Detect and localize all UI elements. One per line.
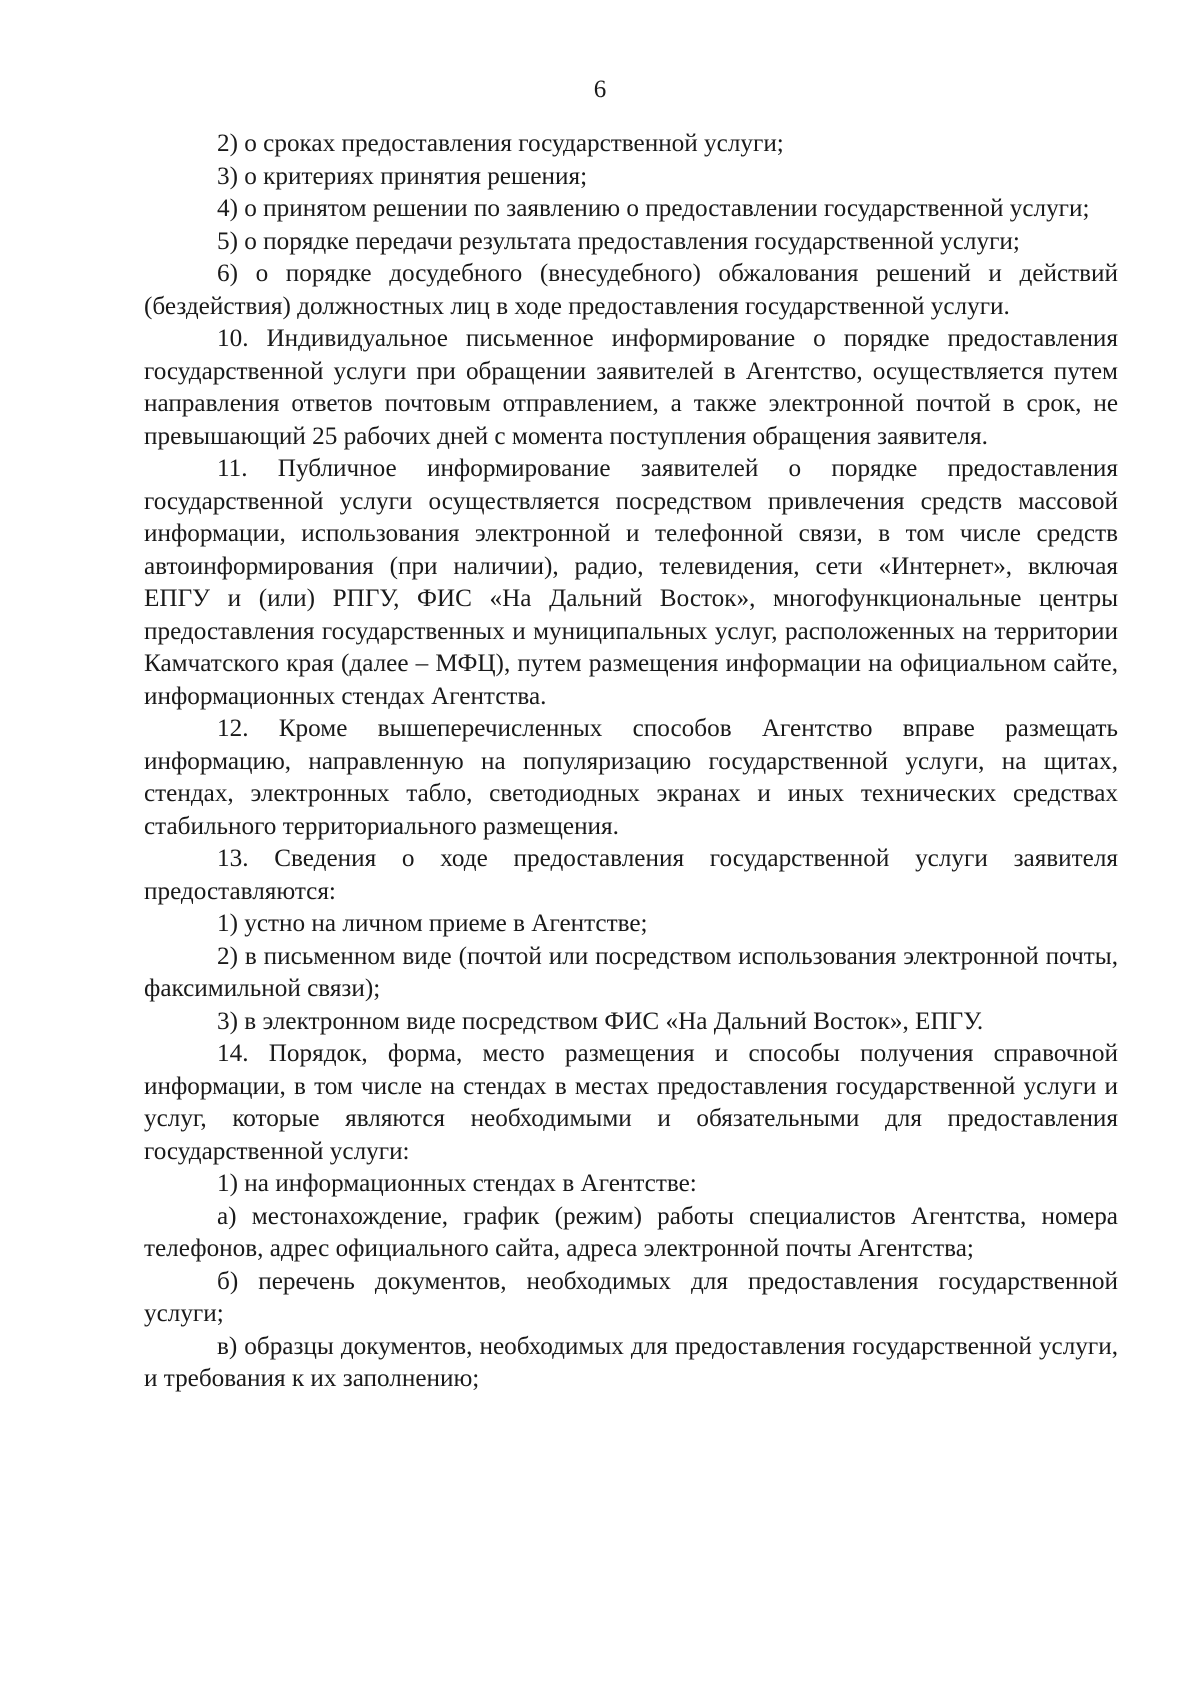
paragraph-11-public-info: 11. Публичное информирование заявителей о порядке предоставления государственной услуги осуществляется посредством привлечения средств массовой информации, использования электронной и телефонной связи, в том числе средств автоинформирования (при наличии), радио, телевидения, сети «Интернет», включая ЕПГУ и (или) РПГУ, ФИС «На Дальний Восток», многофункциональные центры предоставления государственных и муниципальных услуг, расположенных на территории Камчатского края (далее – МФЦ), путем размещения информации на официальном сайте, информационных стендах Агентства. [144, 455, 1118, 710]
document-body [144, 128, 1118, 1396]
paragraph-14-subitem-b-documents: б) перечень документов, необходимых для предоставления государственной услуги; [144, 1267, 1118, 1327]
paragraph-item-3-criteria: 3) о критериях принятия решения; [217, 162, 588, 190]
paragraph-13-item-3-electronic: 3) в электронном виде посредством ФИС «На Дальний Восток», ЕПГУ. [217, 1007, 984, 1035]
paragraph-14-item-1-stands: 1) на информационных стендах в Агентстве: [217, 1170, 697, 1197]
paragraph-item-6-appeal: 6) о порядке досудебного (внесудебного) обжалования решений и действий (бездействия) должностных лиц в ходе предоставления государственной услуги. [144, 260, 1118, 320]
page-number: 6 [593, 76, 607, 103]
paragraph-14-subitem-v-samples: в) образцы документов, необходимых для предоставления государственной услуги, и требования к их заполнению; [144, 1332, 1118, 1392]
paragraph-13-progress-info: 13. Сведения о ходе предоставления государственной услуги заявителя предоставляются: [144, 845, 1118, 905]
paragraph-13-item-2-written: 2) в письменном виде (почтой или посредством использования электронной почты, факсимильной связи); [144, 942, 1118, 1002]
paragraph-12-other-methods: 12. Кроме вышеперечисленных способов Агентство вправе размещать информацию, направленную на популяризацию государственной услуги, на щитах, стендах, электронных табло, светодиодных экранах и иных технических средствах стабильного территориального размещения. [144, 715, 1118, 840]
paragraph-14-subitem-a-location: а) местонахождение, график (режим) работы специалистов Агентства, номера телефонов, адрес официального сайта, адреса электронной почты Агентства; [144, 1202, 1118, 1262]
paragraph-item-5-result-transfer: 5) о порядке передачи результата предоставления государственной услуги; [217, 227, 1020, 255]
paragraph-item-2-deadlines: 2) о сроках предоставления государственной услуги; [217, 130, 784, 157]
paragraph-13-item-1-oral: 1) устно на личном приеме в Агентстве; [217, 910, 648, 937]
paragraph-10-individual-written-info: 10. Индивидуальное письменное информирование о порядке предоставления государственной услуги при обращении заявителей в Агентство, осуществляется путем направления ответов почтовым отправлением, а также электронной почтой в срок, не превышающий 25 рабочих дней с момента поступления обращения заявителя. [144, 325, 1118, 450]
paragraph-item-4-decision: 4) о принятом решении по заявлению о предоставлении государственной услуги; [217, 195, 1090, 222]
paragraph-14-reference-info: 14. Порядок, форма, место размещения и способы получения справочной информации, в том числе на стендах в местах предоставления государственной услуги и услуг, которые являются необходимыми и обязательными для предоставления государственной услуги: [144, 1040, 1118, 1165]
